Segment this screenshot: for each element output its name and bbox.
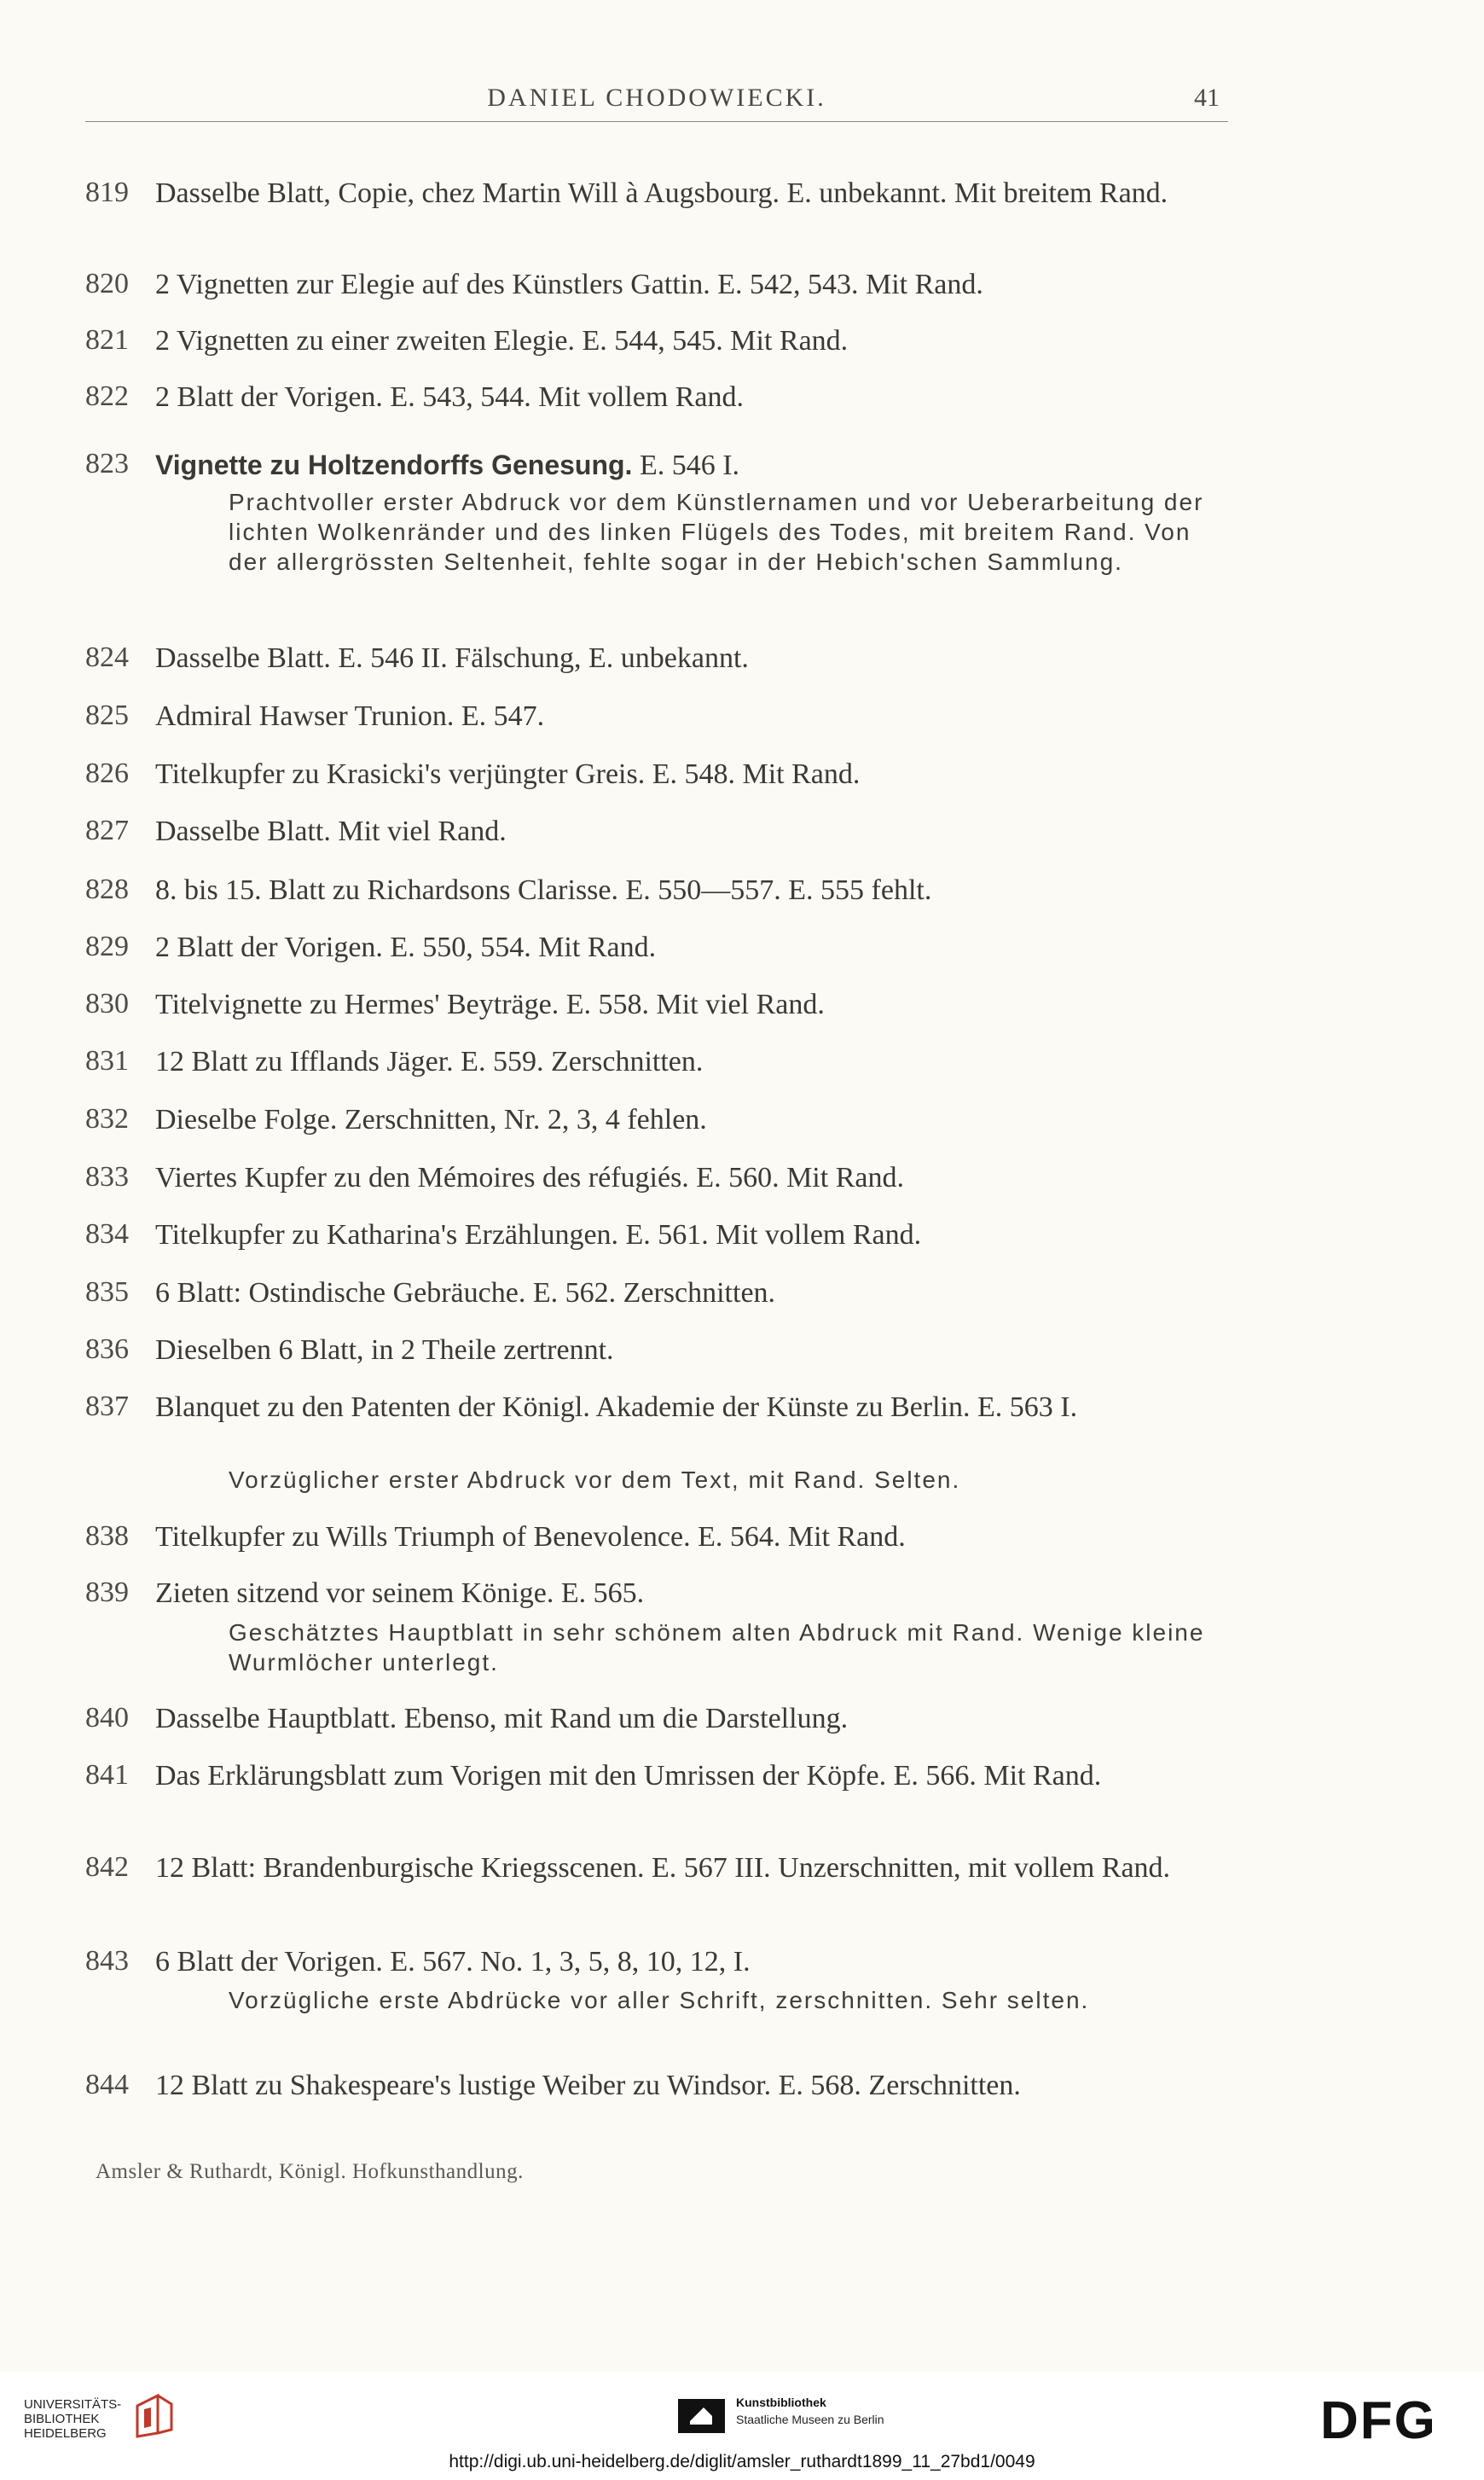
entry-number: 827 xyxy=(85,815,129,846)
entry-number: 819 xyxy=(85,177,129,208)
entry-number: 825 xyxy=(85,700,129,731)
entry-text: Titelkupfer zu Wills Triumph of Benevolence. E. 564. Mit Rand. xyxy=(155,1521,906,1553)
entry-number: 832 xyxy=(85,1103,129,1135)
kunstbibliothek-name: Kunstbibliothek xyxy=(736,2396,826,2409)
entry-number: 820 xyxy=(85,268,129,299)
entry-note: Vorzügliche erste Abdrücke vor aller Schrift, zerschnitten. Sehr selten. xyxy=(229,1987,1090,2013)
entry-number: 836 xyxy=(85,1333,129,1365)
entry-number: 822 xyxy=(85,380,129,412)
entry-number: 835 xyxy=(85,1276,129,1308)
university-logo-icon xyxy=(132,2392,175,2440)
entry-text: Dasselbe Hauptblatt. Ebenso, mit Rand um die Darstellung. xyxy=(155,1703,849,1734)
entry-text: 12 Blatt zu Shakespeare's lustige Weiber zu Windsor. E. 568. Zerschnitten. xyxy=(155,2070,1021,2101)
entry-number: 823 xyxy=(85,448,129,479)
entry-number: 829 xyxy=(85,931,129,962)
entry-reference: E. 546 I. xyxy=(632,450,740,481)
entry-text: 6 Blatt: Ostindische Gebräuche. E. 562. Zerschnitten. xyxy=(155,1277,776,1309)
dfg-logo: DFG xyxy=(1320,2391,1437,2450)
entry-note: Geschätztes Hauptblatt in sehr schönem alten Abdruck mit Rand. Wenige kleine Wurmlöcher unterlegt. xyxy=(229,1619,1205,1676)
entry-number: 828 xyxy=(85,874,129,905)
entry-number: 837 xyxy=(85,1391,129,1422)
entry-text: 8. bis 15. Blatt zu Richardsons Clarisse. E. 550—557. E. 555 fehlt. xyxy=(155,874,932,906)
page-number: 41 xyxy=(1194,84,1220,112)
entry-text: Viertes Kupfer zu den Mémoires des réfugiés. E. 560. Mit Rand. xyxy=(155,1162,904,1194)
publisher-imprint: Amsler & Ruthardt, Königl. Hofkunsthandlung. xyxy=(96,2160,524,2183)
entry-text: 2 Vignetten zur Elegie auf des Künstlers Gattin. E. 542, 543. Mit Rand. xyxy=(155,269,983,300)
entry-text: Blanquet zu den Patenten der Königl. Akademie der Künste zu Berlin. E. 563 I. xyxy=(155,1391,1078,1423)
entry-number: 841 xyxy=(85,1759,129,1791)
entry-title-bold: Vignette zu Holtzendorffs Genesung. xyxy=(155,450,633,480)
entry-text: Zieten sitzend vor seinem Könige. E. 565. xyxy=(155,1577,645,1609)
entry-number: 824 xyxy=(85,642,129,673)
entry-number: 838 xyxy=(85,1520,129,1552)
entry-text: 12 Blatt: Brandenburgische Kriegsscenen. E. 567 III. Unzerschnitten, mit vollem Rand. xyxy=(155,1852,1171,1884)
entry-number: 830 xyxy=(85,988,129,1019)
entry-text: Dieselben 6 Blatt, in 2 Theile zertrennt. xyxy=(155,1334,614,1366)
entry-text: 6 Blatt der Vorigen. E. 567. No. 1, 3, 5, 8, 10, 12, I. xyxy=(155,1946,751,1978)
entry-text: 2 Vignetten zu einer zweiten Elegie. E. 544, 545. Mit Rand. xyxy=(155,325,849,357)
entry-number: 840 xyxy=(85,1702,129,1734)
entry-number: 842 xyxy=(85,1851,129,1883)
entry-number: 833 xyxy=(85,1161,129,1193)
university-line: HEIDELBERG xyxy=(24,2426,107,2441)
digitization-footer xyxy=(0,2372,1484,2480)
entry-note: Prachtvoller erster Abdruck vor dem Künstlernamen und vor Ueberarbeitung der lichten Wolkenränder und des linken Flügels des Todes, mit breitem Rand. Von der allergrössten Seltenheit, fehlte sogar in der Hebich'schen Sammlung. xyxy=(229,489,1204,575)
university-library-name xyxy=(24,2397,121,2441)
entry-text: 2 Blatt der Vorigen. E. 543, 544. Mit vollem Rand. xyxy=(155,381,745,413)
entry-text: Admiral Hawser Trunion. E. 547. xyxy=(155,700,545,732)
entry-number: 844 xyxy=(85,2069,129,2100)
entry-text: Dasselbe Blatt, Copie, chez Martin Will à Augsbourg. E. unbekannt. Mit breitem Rand. xyxy=(155,177,1168,209)
entry-number: 839 xyxy=(85,1577,129,1608)
kunstbibliothek-logo-icon xyxy=(678,2399,725,2433)
entry-note: Vorzüglicher erster Abdruck vor dem Text, mit Rand. Selten. xyxy=(229,1467,961,1493)
kunstbibliothek-block xyxy=(678,2394,1036,2433)
permalink-url[interactable]: http://digi.ub.uni-heidelberg.de/diglit/amsler_ruthardt1899_11_27bd1/0049 xyxy=(449,2452,1035,2471)
entry-number: 821 xyxy=(85,324,129,356)
entry-text: Titelkupfer zu Krasicki's verjüngter Greis. E. 548. Mit Rand. xyxy=(155,758,861,790)
header-title: DANIEL CHODOWIECKI. xyxy=(487,84,826,112)
entry-text: Titelvignette zu Hermes' Beyträge. E. 558. Mit viel Rand. xyxy=(155,989,825,1020)
entry-text: Dasselbe Blatt. E. 546 II. Fälschung, E. unbekannt. xyxy=(155,642,749,674)
entry-number: 843 xyxy=(85,1945,129,1977)
entry-text xyxy=(155,448,1238,483)
running-header xyxy=(85,77,1228,122)
entry-number: 831 xyxy=(85,1045,129,1077)
university-line: UNIVERSITÄTS- xyxy=(24,2397,122,2412)
kunstbibliothek-subtitle: Staatliche Museen zu Berlin xyxy=(736,2413,884,2426)
entry-number: 826 xyxy=(85,758,129,789)
entry-text: Dasselbe Blatt. Mit viel Rand. xyxy=(155,816,507,847)
entry-text: 12 Blatt zu Ifflands Jäger. E. 559. Zerschnitten. xyxy=(155,1046,704,1077)
entry-text: 2 Blatt der Vorigen. E. 550, 554. Mit Rand. xyxy=(155,932,657,963)
entry-text: Das Erklärungsblatt zum Vorigen mit den Umrissen der Köpfe. E. 566. Mit Rand. xyxy=(155,1760,1102,1792)
entry-text: Titelkupfer zu Katharina's Erzählungen. E. 561. Mit vollem Rand. xyxy=(155,1219,922,1251)
entry-number: 834 xyxy=(85,1218,129,1250)
university-line: BIBLIOTHEK xyxy=(24,2412,100,2426)
entry-text: Dieselbe Folge. Zerschnitten, Nr. 2, 3, 4 fehlen. xyxy=(155,1104,707,1135)
